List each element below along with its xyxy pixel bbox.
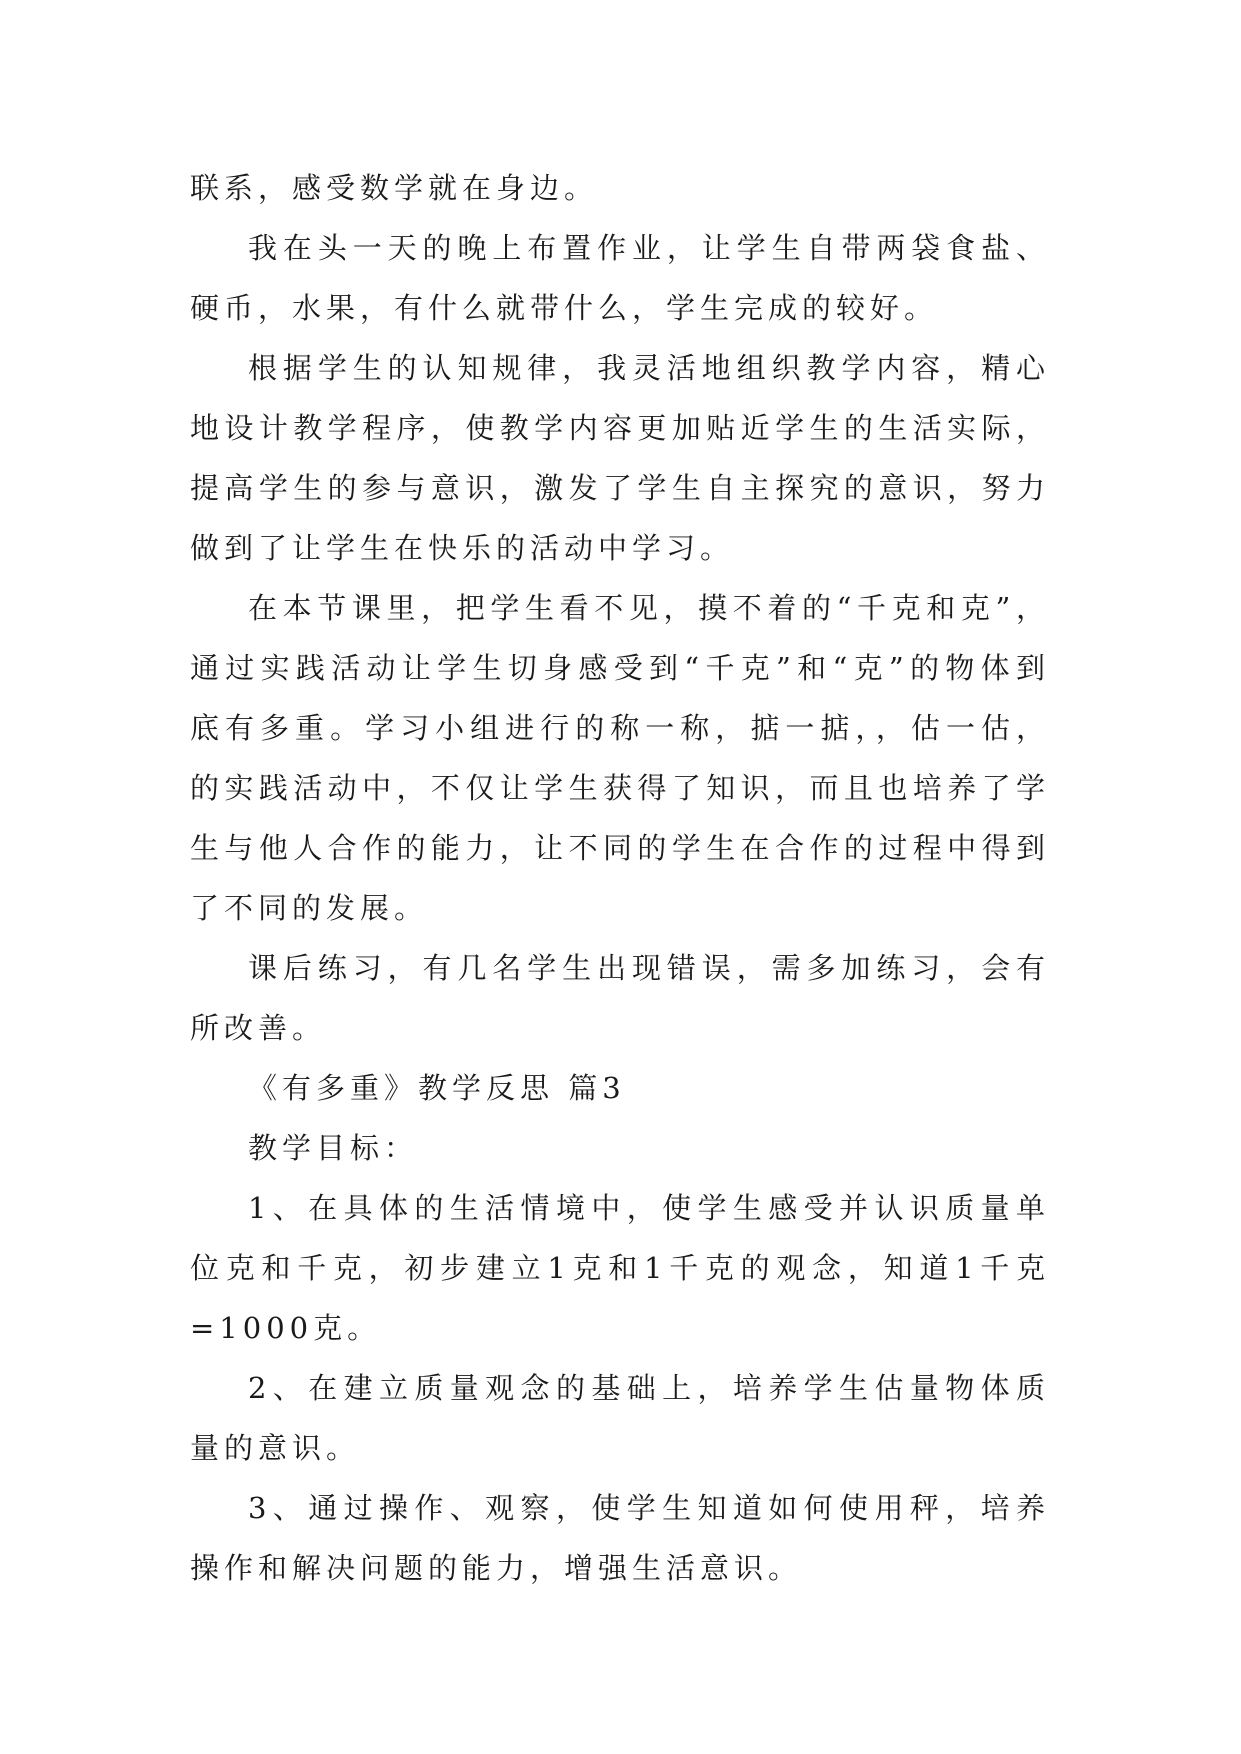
section-heading: 《有多重》教学反思 篇3 xyxy=(248,1071,626,1105)
document-body xyxy=(190,158,1050,1598)
teaching-goals-heading: 教学目标： xyxy=(248,1131,419,1165)
goal-item-2: 2、在建立质量观念的基础上，培养学生估量物体质量的意识。 xyxy=(190,1371,1050,1465)
paragraph-homework: 我在头一天的晚上布置作业，让学生自带两袋食盐、硬币，水果，有什么就带什么，学生完成的较好。 xyxy=(190,231,1050,325)
paragraph-teaching-design: 根据学生的认知规律，我灵活地组织教学内容，精心地设计教学程序，使教学内容更加贴近学生的生活实际，提高学生的参与意识，激发了学生自主探究的意识，努力做到了让学生在快乐的活动中学习。 xyxy=(190,351,1050,565)
paragraph-continuation: 联系，感受数学就在身边。 xyxy=(190,171,599,205)
goal-item-1: 1、在具体的生活情境中，使学生感受并认识质量单位克和千克，初步建立1克和1千克的观念，知道1千克=1000克。 xyxy=(190,1191,1050,1345)
paragraph-practice-activity: 在本节课里，把学生看不见，摸不着的“千克和克”，通过实践活动让学生切身感受到“千克”和“克”的物体到底有多重。学习小组进行的称一称，掂一掂，，估一估，的实践活动中，不仅让学生获得了知识，而且也培养了学生与他人合作的能力，让不同的学生在合作的过程中得到了不同的发展。 xyxy=(190,591,1050,925)
paragraph-after-class: 课后练习，有几名学生出现错误，需多加练习，会有所改善。 xyxy=(190,951,1050,1045)
goal-item-3: 3、通过操作、观察，使学生知道如何使用秤，培养操作和解决问题的能力，增强生活意识。 xyxy=(190,1491,1050,1585)
